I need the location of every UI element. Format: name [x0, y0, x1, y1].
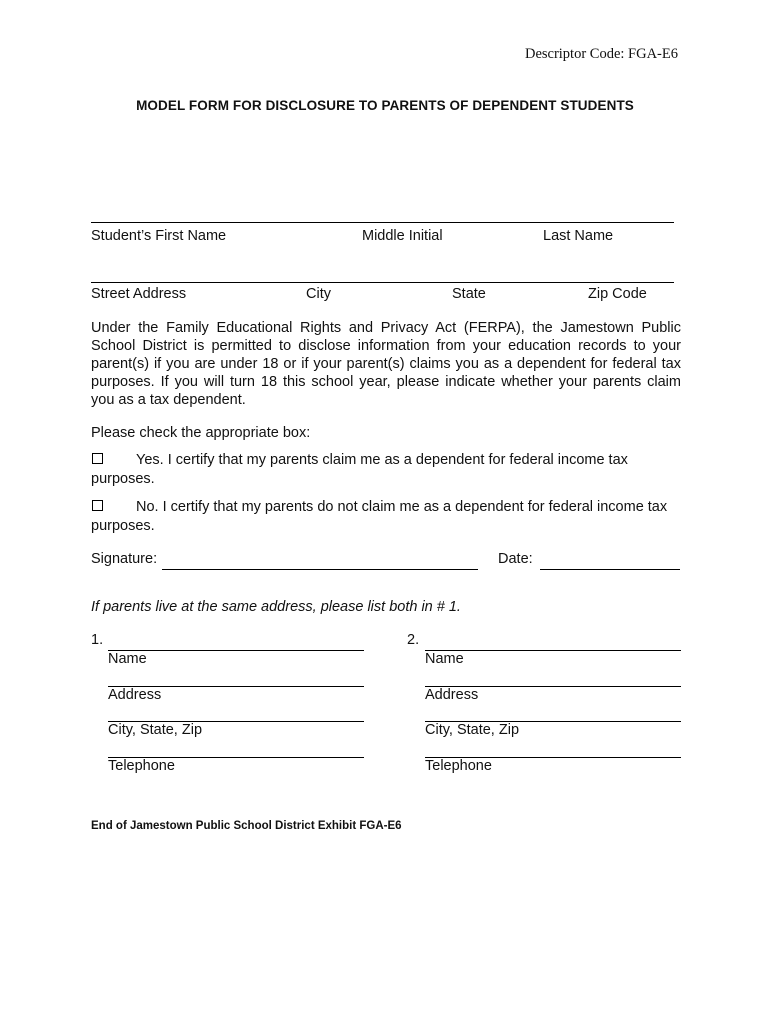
parent-2-city-state-zip-label: City, State, Zip — [425, 722, 520, 738]
parent-2-number: 2. — [407, 632, 420, 648]
yes-checkbox[interactable] — [92, 453, 103, 464]
no-option-text: No. I certify that my parents do not claim me as a dependent for federal income tax purposes. — [91, 499, 668, 534]
parent-2-name-line[interactable] — [425, 636, 681, 651]
no-checkbox[interactable] — [92, 500, 103, 511]
parent-2-telephone-label: Telephone — [425, 758, 492, 774]
parent-1-number: 1. — [91, 632, 104, 648]
state-label: State — [452, 286, 486, 302]
city-label: City — [306, 286, 331, 302]
parent-1-address-line[interactable] — [108, 672, 364, 687]
parent-2-address-line[interactable] — [425, 672, 681, 687]
parent-1-telephone-line[interactable] — [108, 743, 364, 758]
date-label: Date: — [498, 551, 533, 567]
form-title: MODEL FORM FOR DISCLOSURE TO PARENTS OF DEPENDENT STUDENTS — [136, 98, 634, 113]
parent-1-name-line[interactable] — [108, 636, 364, 651]
signature-label: Signature: — [91, 551, 158, 567]
yes-option-text: Yes. I certify that my parents claim me as a dependent for federal income tax purposes. — [91, 452, 628, 487]
footer-end-of-exhibit: End of Jamestown Public School District Exhibit FGA-E6 — [91, 820, 402, 832]
middle-initial-label: Middle Initial — [362, 228, 443, 244]
parent-1-city-line[interactable] — [108, 707, 364, 722]
parents-note: If parents live at the same address, please list both in # 1. — [91, 599, 461, 615]
parent-1-name-label: Name — [108, 651, 147, 667]
zip-code-label: Zip Code — [588, 286, 647, 302]
signature-input-line[interactable] — [162, 555, 478, 570]
parent-1-city-state-zip-label: City, State, Zip — [108, 722, 203, 738]
last-name-label: Last Name — [543, 228, 614, 244]
ferpa-paragraph: Under the Family Educational Rights and Privacy Act (FERPA), the Jamestown Public School District is permitted to disclose information from your education records to your parent(s) if you are under 18 or if your parent(s) claims you as a dependent for federal tax purposes. If you will turn 18 this school year, please indicate whether your parents claim you as a tax dependent. — [91, 320, 681, 408]
parent-2-city-line[interactable] — [425, 707, 681, 722]
parent-2-address-label: Address — [425, 687, 479, 703]
option-yes — [91, 451, 681, 489]
parent-1-address-label: Address — [108, 687, 162, 703]
option-no — [91, 498, 681, 536]
student-name-input-line[interactable] — [91, 210, 674, 223]
check-box-instruction: Please check the appropriate box: — [91, 425, 311, 441]
street-address-label: Street Address — [91, 286, 187, 302]
descriptor-code: Descriptor Code: FGA-E6 — [524, 46, 678, 62]
parent-1-telephone-label: Telephone — [108, 758, 175, 774]
address-input-line[interactable] — [91, 270, 674, 283]
parent-2-name-label: Name — [425, 651, 464, 667]
parent-2-telephone-line[interactable] — [425, 743, 681, 758]
date-input-line[interactable] — [540, 555, 680, 570]
student-first-name-label: Student’s First Name — [91, 228, 227, 244]
